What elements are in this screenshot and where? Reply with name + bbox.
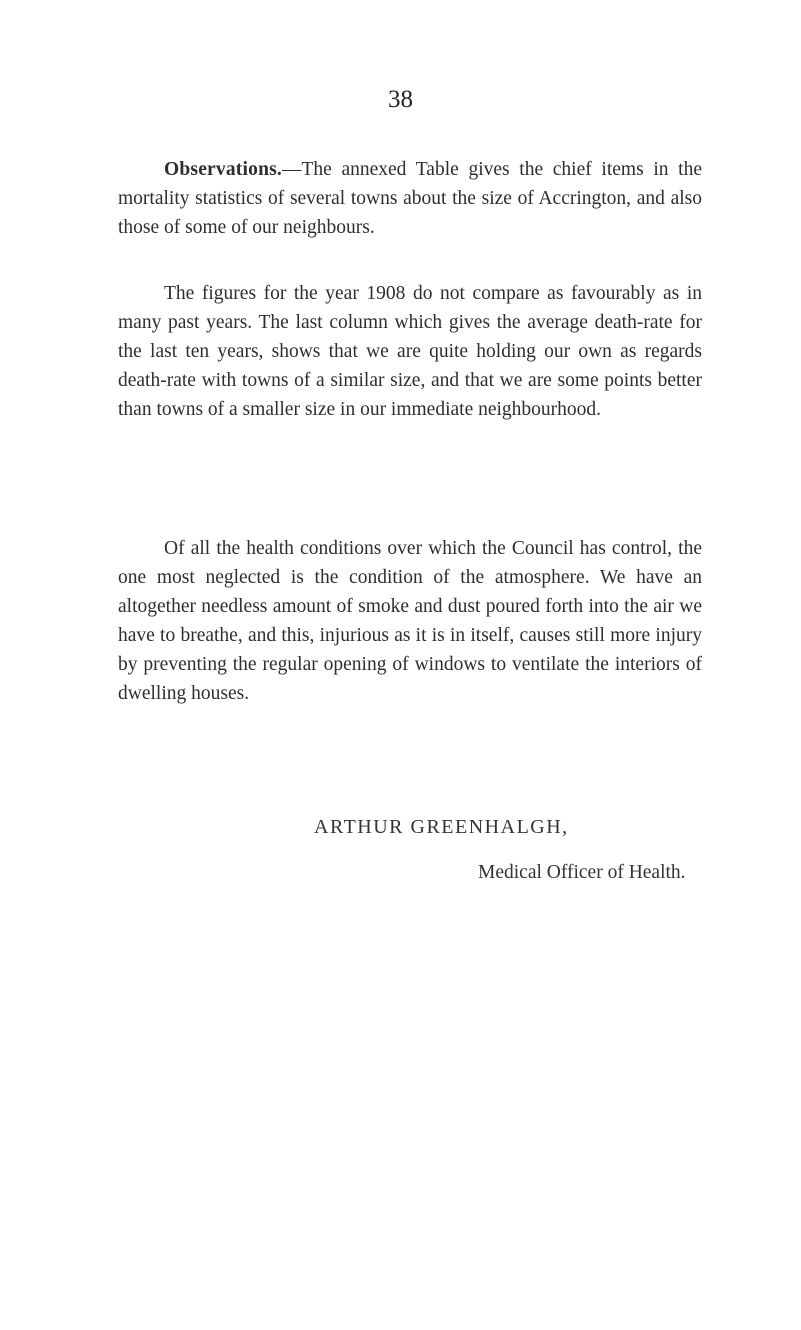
- paragraph-figures: The figures for the year 1908 do not compare as favourably as in many past years. The last column which gives the average death-rate for the last ten years, shows that we are quite holding our own as regards death-rate with towns of a similar size, and that we are some points better than towns of a smaller size in our immediate neighbourhood.: [118, 283, 702, 420]
- paragraph-lead-heading: Observations.: [164, 159, 282, 180]
- paragraph-observations: [118, 155, 702, 242]
- page-number: 38: [388, 86, 413, 113]
- paragraph-health-conditions: Of all the health conditions over which the Council has control, the one most neglected is the condition of the atmosphere. We have an altogether needless amount of smoke and dust poured forth into the air we have to breathe, and this, injurious as it is in itself, causes still more injury by preventing the regular opening of windows to ventilate the interiors of dwelling houses.: [118, 538, 702, 704]
- signature-name: ARTHUR GREENHALGH,: [314, 816, 569, 838]
- signature-title: Medical Officer of Health.: [478, 862, 686, 883]
- paragraph-observations-body: —The annexed Table gives the chief items in the mortality statistics of several towns about the size of Accrington, and also those of some of our neighbours.: [118, 159, 702, 238]
